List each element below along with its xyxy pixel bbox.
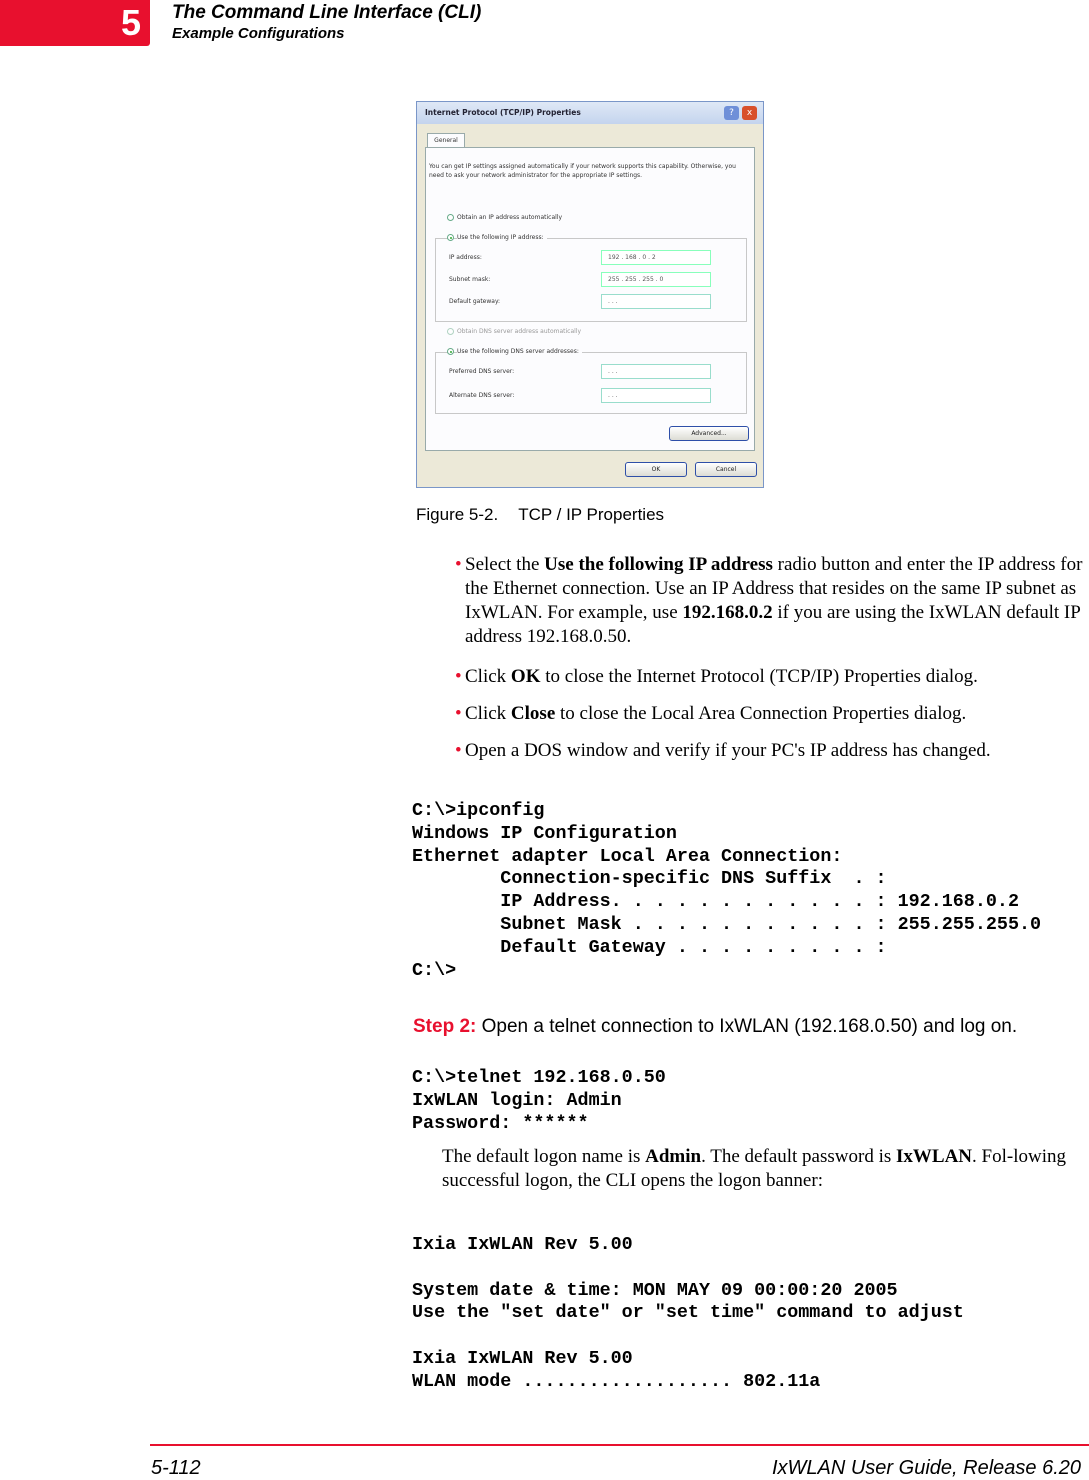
footer-rule [150,1444,1089,1446]
bullet-item: Click OK to close the Internet Protocol (TCP/IP) Properties dialog. [465,666,978,687]
preferred-dns-field[interactable]: . . . [601,364,711,379]
ok-button[interactable]: OK [625,462,687,477]
chapter-tab [0,0,150,46]
figure-caption-text: TCP / IP Properties [518,505,665,524]
subnet-mask-field[interactable]: 255 . 255 . 255 . 0 [601,272,711,287]
use-dns-label: Use the following DNS server addresses: [457,348,582,355]
chapter-number: 5 [120,2,142,43]
dialog-intro-text: You can get IP settings assigned automatically if your network supports this capability. Otherwise, you need to ask your network administrator for the appropriate IP settings. [429,163,736,179]
ipconfig-output: C:\>ipconfig Windows IP Configuration Ethernet adapter Local Area Connection: Connection-specific DNS Suffix . : IP Address. . . . . . . . . . . . : 192.168.0.2 Subnet Mask . . . . . . . . . . . : 255.255.255.0 Default Gateway . . . . . . . . . : C:\> [412,800,1042,981]
dialog-title-bar [417,102,763,124]
help-icon[interactable]: ? [724,106,739,120]
default-gateway-field[interactable]: . . . [601,294,711,309]
figure-caption [416,505,664,525]
page-number: 5-112 [151,1457,201,1479]
telnet-session: C:\>telnet 192.168.0.50 IxWLAN login: Admin Password: ****** [412,1067,666,1134]
alternate-dns-label: Alternate DNS server: [449,392,515,399]
bullet-item: Open a DOS window and verify if your PC's IP address has changed. [465,740,991,761]
bullet-marker: • [455,740,462,761]
bullet-item: Select the Use the following IP address radio button and enter the IP address for the Ethernet connection. Use an IP Address that resides on the same IP subnet as IxWLAN. For example, use 192.168.0.2 if you are using the IxWLAN default IP address 192.168.0.50. [465,554,1083,647]
logon-paragraph: The default logon name is Admin. The default password is IxWLAN. Fol-lowing successful logon, the CLI opens the logon banner: [442,1146,1066,1191]
step-label: Step 2: [413,1016,477,1037]
step-2 [413,1015,1017,1039]
figure-number: Figure 5-2. [416,505,499,524]
auto-ip-label: Obtain an IP address automatically [457,214,563,221]
auto-ip-radio[interactable] [447,214,454,221]
ip-address-label: IP address: [449,254,482,261]
advanced-button[interactable]: Advanced... [669,426,749,441]
use-dns-radio[interactable] [447,348,454,355]
bullet-item: Click Close to close the Local Area Connection Properties dialog. [465,703,967,724]
logon-banner: Ixia IxWLAN Rev 5.00 System date & time: MON MAY 09 00:00:20 2005 Use the "set date" or "set time" command to adjust Ixia IxWLAN Rev 5.00 WLAN mode ................... 802.11a [412,1234,964,1392]
bullet-marker: • [455,554,462,575]
ip-address-field[interactable]: 192 . 168 . 0 . 2 [601,250,711,265]
default-gateway-label: Default gateway: [449,298,501,305]
preferred-dns-label: Preferred DNS server: [449,368,515,375]
bullet-marker: • [455,703,462,724]
use-ip-label: Use the following IP address: [457,234,547,241]
chapter-title: The Command Line Interface (CLI) [172,2,482,23]
close-icon[interactable]: x [742,106,757,120]
dialog-title: Internet Protocol (TCP/IP) Properties [425,108,581,117]
cancel-button[interactable]: Cancel [695,462,757,477]
step-text: Open a telnet connection to IxWLAN (192.168.0.50) and log on. [476,1016,1018,1037]
tab-general[interactable]: General [427,133,465,148]
dns-group [435,352,747,414]
guide-title: IxWLAN User Guide, Release 6.20 [771,1457,1081,1479]
tcpip-properties-dialog [416,101,764,488]
auto-dns-radio[interactable] [447,328,454,335]
alternate-dns-field[interactable]: . . . [601,388,711,403]
bullet-marker: • [455,666,462,687]
auto-dns-label: Obtain DNS server address automatically [457,328,582,335]
use-ip-radio[interactable] [447,234,454,241]
section-title: Example Configurations [172,25,345,42]
subnet-mask-label: Subnet mask: [449,276,491,283]
